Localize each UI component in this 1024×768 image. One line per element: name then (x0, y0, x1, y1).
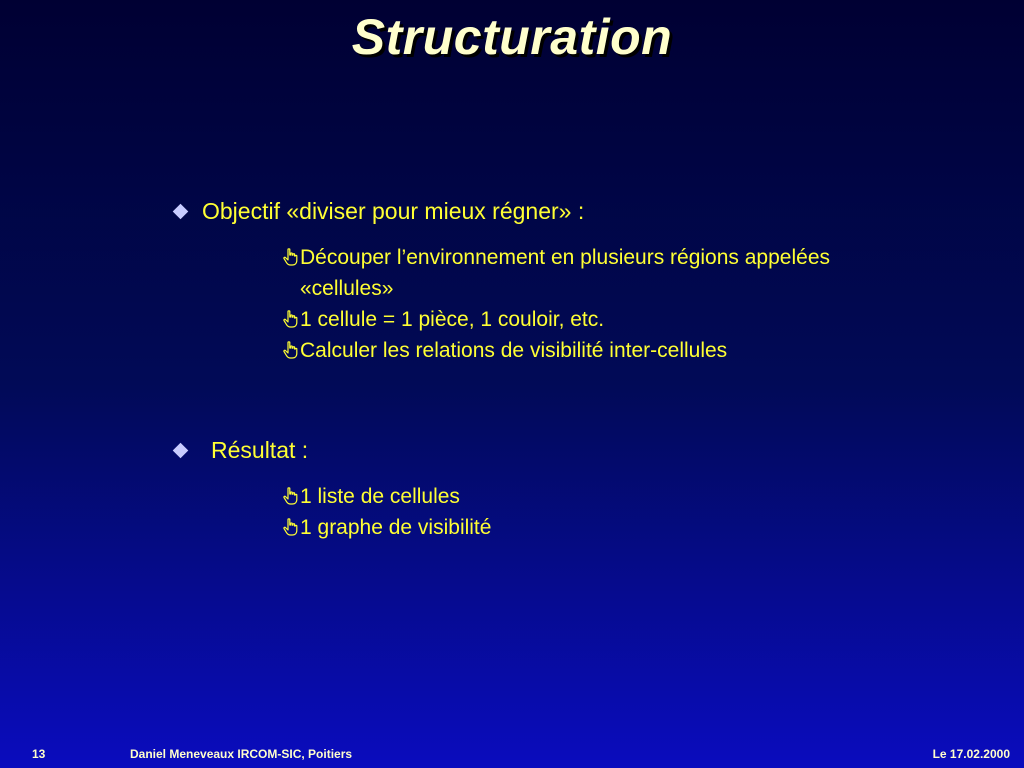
list-item (282, 481, 460, 512)
section-heading-label: Résultat : (211, 437, 309, 463)
list-item (282, 242, 830, 304)
diamond-icon (173, 204, 189, 220)
list-item (282, 512, 491, 543)
pointing-hand-icon (282, 310, 298, 328)
slide-title: Structuration (351, 9, 673, 65)
diamond-icon (173, 443, 189, 459)
list-item-text-continuation: «cellules» (300, 277, 394, 300)
pointing-hand-icon (282, 341, 298, 359)
pointing-hand-icon (282, 248, 298, 266)
list-item (282, 335, 727, 366)
pointing-hand-icon (282, 518, 298, 536)
pointing-hand-icon (282, 487, 298, 505)
footer-date: Le 17.02.2000 (932, 747, 1010, 761)
list-item (282, 304, 604, 335)
list-item-text: 1 graphe de visibilité (300, 516, 492, 539)
list-item-text: 1 cellule = 1 pièce, 1 couloir, etc. (300, 308, 605, 331)
list-item-text: Calculer les relations de visibilité inter-cellules (300, 339, 728, 362)
list-item-text: Découper l’environnement en plusieurs régions appelées (300, 246, 830, 269)
section-heading-label: Objectif «diviser pour mieux régner» : (202, 198, 585, 224)
footer-page-number: 13 (32, 747, 46, 761)
list-item-text: 1 liste de cellules (300, 485, 460, 508)
footer-author: Daniel Meneveaux IRCOM-SIC, Poitiers (130, 747, 353, 761)
section-heading-objectif (172, 198, 584, 225)
section-heading-resultat (172, 437, 308, 464)
